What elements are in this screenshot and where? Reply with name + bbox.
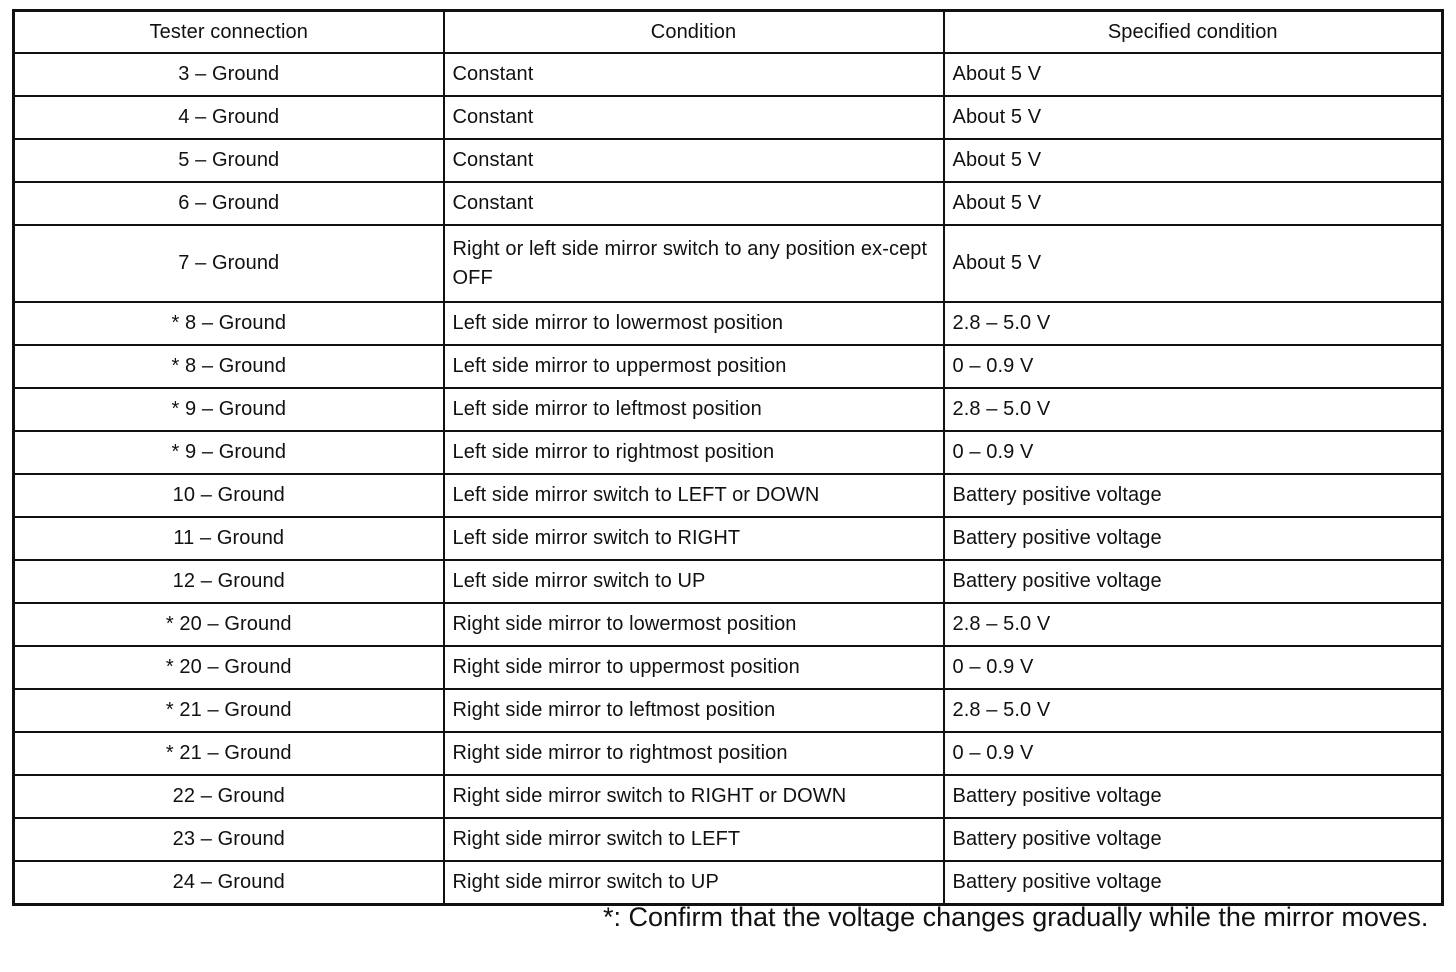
condition-cell: Right side mirror switch to UP [444, 861, 944, 905]
specified-condition-cell: 0 – 0.9 V [944, 431, 1443, 474]
specified-condition-cell: Battery positive voltage [944, 818, 1443, 861]
tester-connection-table [12, 9, 1444, 906]
footnote: *: Confirm that the voltage changes gradually while the mirror moves. [603, 902, 1429, 932]
specified-condition-cell: 0 – 0.9 V [944, 732, 1443, 775]
table-row [14, 345, 1443, 388]
condition-cell: Right or left side mirror switch to any position ex-cept OFF [444, 225, 944, 302]
specified-condition-cell: About 5 V [944, 182, 1443, 225]
table-row [14, 517, 1443, 560]
table-row [14, 689, 1443, 732]
tester-connection-cell: * 21 – Ground [14, 732, 444, 775]
table-header-row [14, 11, 1443, 54]
tester-connection-cell: 6 – Ground [14, 182, 444, 225]
table-row [14, 53, 1443, 96]
tester-connection-cell: 23 – Ground [14, 818, 444, 861]
condition-cell: Constant [444, 96, 944, 139]
specified-condition-cell: 0 – 0.9 V [944, 345, 1443, 388]
tester-connection-cell: 5 – Ground [14, 139, 444, 182]
table-row [14, 225, 1443, 302]
condition-cell: Right side mirror to lowermost position [444, 603, 944, 646]
condition-cell: Left side mirror to uppermost position [444, 345, 944, 388]
header-specified-condition: Specified condition [944, 11, 1443, 54]
condition-cell: Left side mirror to leftmost position [444, 388, 944, 431]
specified-condition-cell: About 5 V [944, 53, 1443, 96]
condition-cell: Left side mirror to rightmost position [444, 431, 944, 474]
condition-cell: Right side mirror to uppermost position [444, 646, 944, 689]
specified-condition-cell: About 5 V [944, 96, 1443, 139]
header-tester-connection: Tester connection [14, 11, 444, 54]
tester-connection-cell: 10 – Ground [14, 474, 444, 517]
condition-cell: Constant [444, 53, 944, 96]
specified-condition-cell: 2.8 – 5.0 V [944, 603, 1443, 646]
specified-condition-cell: 0 – 0.9 V [944, 646, 1443, 689]
table-row [14, 302, 1443, 345]
condition-cell: Left side mirror switch to LEFT or DOWN [444, 474, 944, 517]
specified-condition-cell: Battery positive voltage [944, 775, 1443, 818]
condition-cell: Left side mirror to lowermost position [444, 302, 944, 345]
tester-connection-cell: 4 – Ground [14, 96, 444, 139]
specified-condition-cell: Battery positive voltage [944, 560, 1443, 603]
header-condition: Condition [444, 11, 944, 54]
table-row [14, 775, 1443, 818]
table-row [14, 818, 1443, 861]
table-row [14, 732, 1443, 775]
tester-connection-cell: * 20 – Ground [14, 646, 444, 689]
tester-connection-cell: * 21 – Ground [14, 689, 444, 732]
table-row [14, 646, 1443, 689]
table-row [14, 139, 1443, 182]
tester-connection-cell: * 8 – Ground [14, 345, 444, 388]
tester-connection-cell: 11 – Ground [14, 517, 444, 560]
tester-connection-cell: * 20 – Ground [14, 603, 444, 646]
specified-condition-cell: 2.8 – 5.0 V [944, 689, 1443, 732]
table-row [14, 182, 1443, 225]
tester-connection-cell: * 9 – Ground [14, 431, 444, 474]
condition-cell: Left side mirror switch to RIGHT [444, 517, 944, 560]
table-row [14, 96, 1443, 139]
condition-cell: Left side mirror switch to UP [444, 560, 944, 603]
tester-connection-cell: 7 – Ground [14, 225, 444, 302]
table-row [14, 431, 1443, 474]
table-row [14, 388, 1443, 431]
specified-condition-cell: Battery positive voltage [944, 517, 1443, 560]
table-row [14, 560, 1443, 603]
specified-condition-cell: Battery positive voltage [944, 474, 1443, 517]
specified-condition-cell: About 5 V [944, 139, 1443, 182]
specified-condition-cell: About 5 V [944, 225, 1443, 302]
condition-cell: Right side mirror to leftmost position [444, 689, 944, 732]
tester-connection-cell: 22 – Ground [14, 775, 444, 818]
condition-cell: Right side mirror switch to RIGHT or DOWN [444, 775, 944, 818]
specified-condition-cell: 2.8 – 5.0 V [944, 388, 1443, 431]
table-row [14, 474, 1443, 517]
tester-connection-cell: 12 – Ground [14, 560, 444, 603]
specified-condition-cell: 2.8 – 5.0 V [944, 302, 1443, 345]
condition-cell: Constant [444, 182, 944, 225]
specified-condition-cell: Battery positive voltage [944, 861, 1443, 905]
condition-cell: Right side mirror switch to LEFT [444, 818, 944, 861]
condition-cell: Constant [444, 139, 944, 182]
condition-cell: Right side mirror to rightmost position [444, 732, 944, 775]
tester-connection-cell: * 9 – Ground [14, 388, 444, 431]
tester-connection-cell: 24 – Ground [14, 861, 444, 905]
tester-connection-cell: 3 – Ground [14, 53, 444, 96]
tester-connection-cell: * 8 – Ground [14, 302, 444, 345]
table-row [14, 603, 1443, 646]
